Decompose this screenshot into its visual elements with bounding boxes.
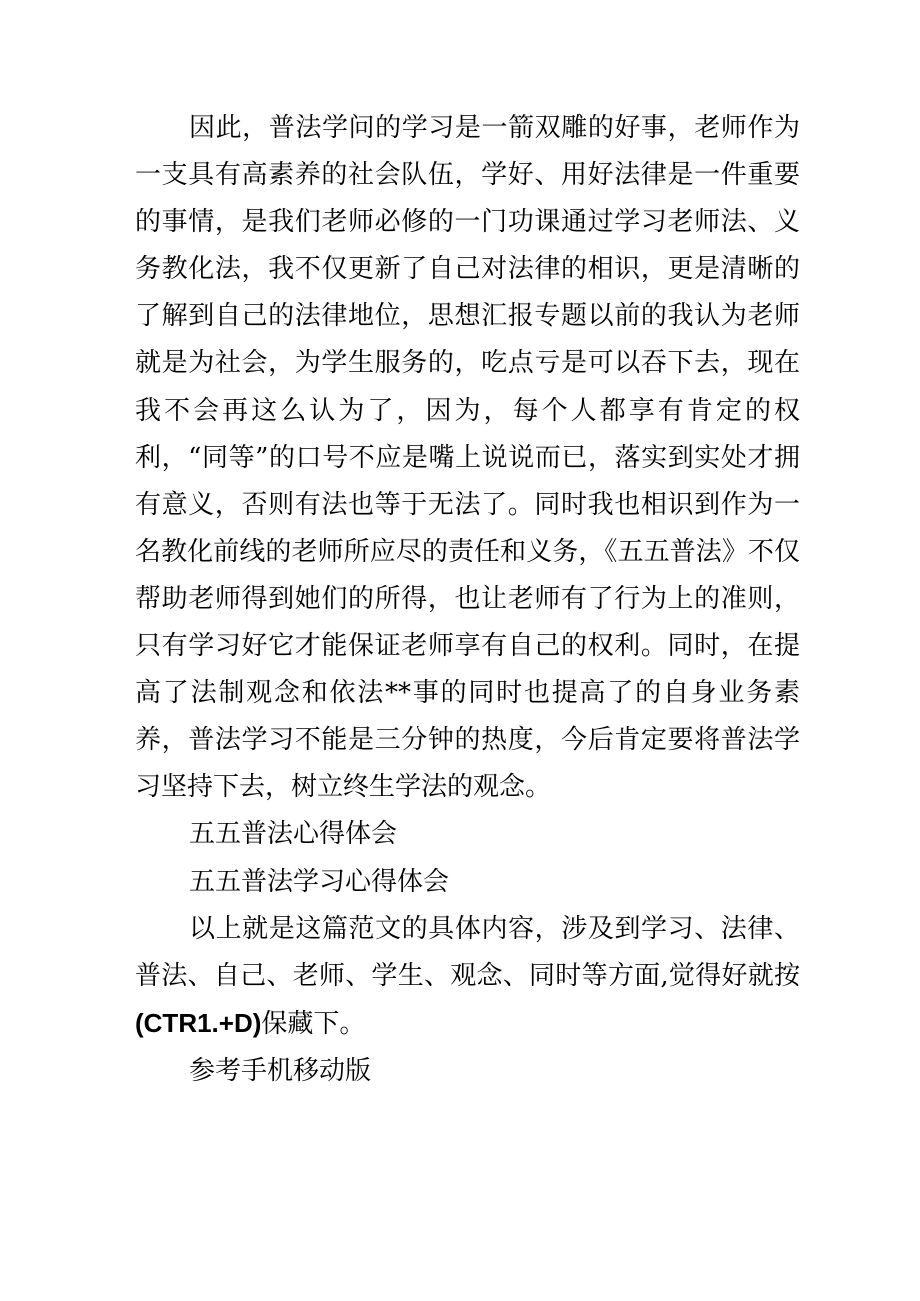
- document-body: [135, 105, 800, 1095]
- mobile-version-note: 参考手机移动版: [189, 1055, 372, 1086]
- body-paragraph: 因此，普法学问的学习是一箭双雕的好事，老师作为一支具有高素养的社会队伍，学好、用好法律是一件重要的事情，是我们老师必修的一门功课通过学习老师法、义务教化法，我不仅更新了自己对法律的相识，更是清晰的了解到自己的法律地位，思想汇报专题以前的我认为老师就是为社会，为学生服务的，吃点亏是可以吞下去，现在我不会再这么认为了，因为，每个人都享有肯定的权利，“同等”的口号不应是嘴上说说而已，落实到实处才拥有意义，否则有法也等于无法了。同时我也相识到作为一名教化前线的老师所应尽的责任和义务，《五五普法》不仅帮助老师得到她们的所得，也让老师有了行为上的准则，只有学习好它才能保证老师享有自己的权利。同时，在提高了法制观念和依法**事的同时也提高了的自身业务素养，普法学习不能是三分钟的热度，今后肯定要将普法学习坚持下去，树立终生学法的观念。: [135, 113, 800, 803]
- summary-text: 以上就是这篇范文的具体内容，涉及到学习、法律、普法、自己、老师、学生、观念、同时等方面,觉得好就按: [135, 913, 800, 991]
- summary-paragraph: [135, 906, 800, 1048]
- shortcut-hint: (CTR1.+D): [135, 1007, 262, 1038]
- related-title-1: 五五普法心得体会: [189, 819, 398, 850]
- summary-end-text: 保藏下。: [261, 1008, 366, 1039]
- related-title-2: 五五普法学习心得体会: [189, 866, 450, 897]
